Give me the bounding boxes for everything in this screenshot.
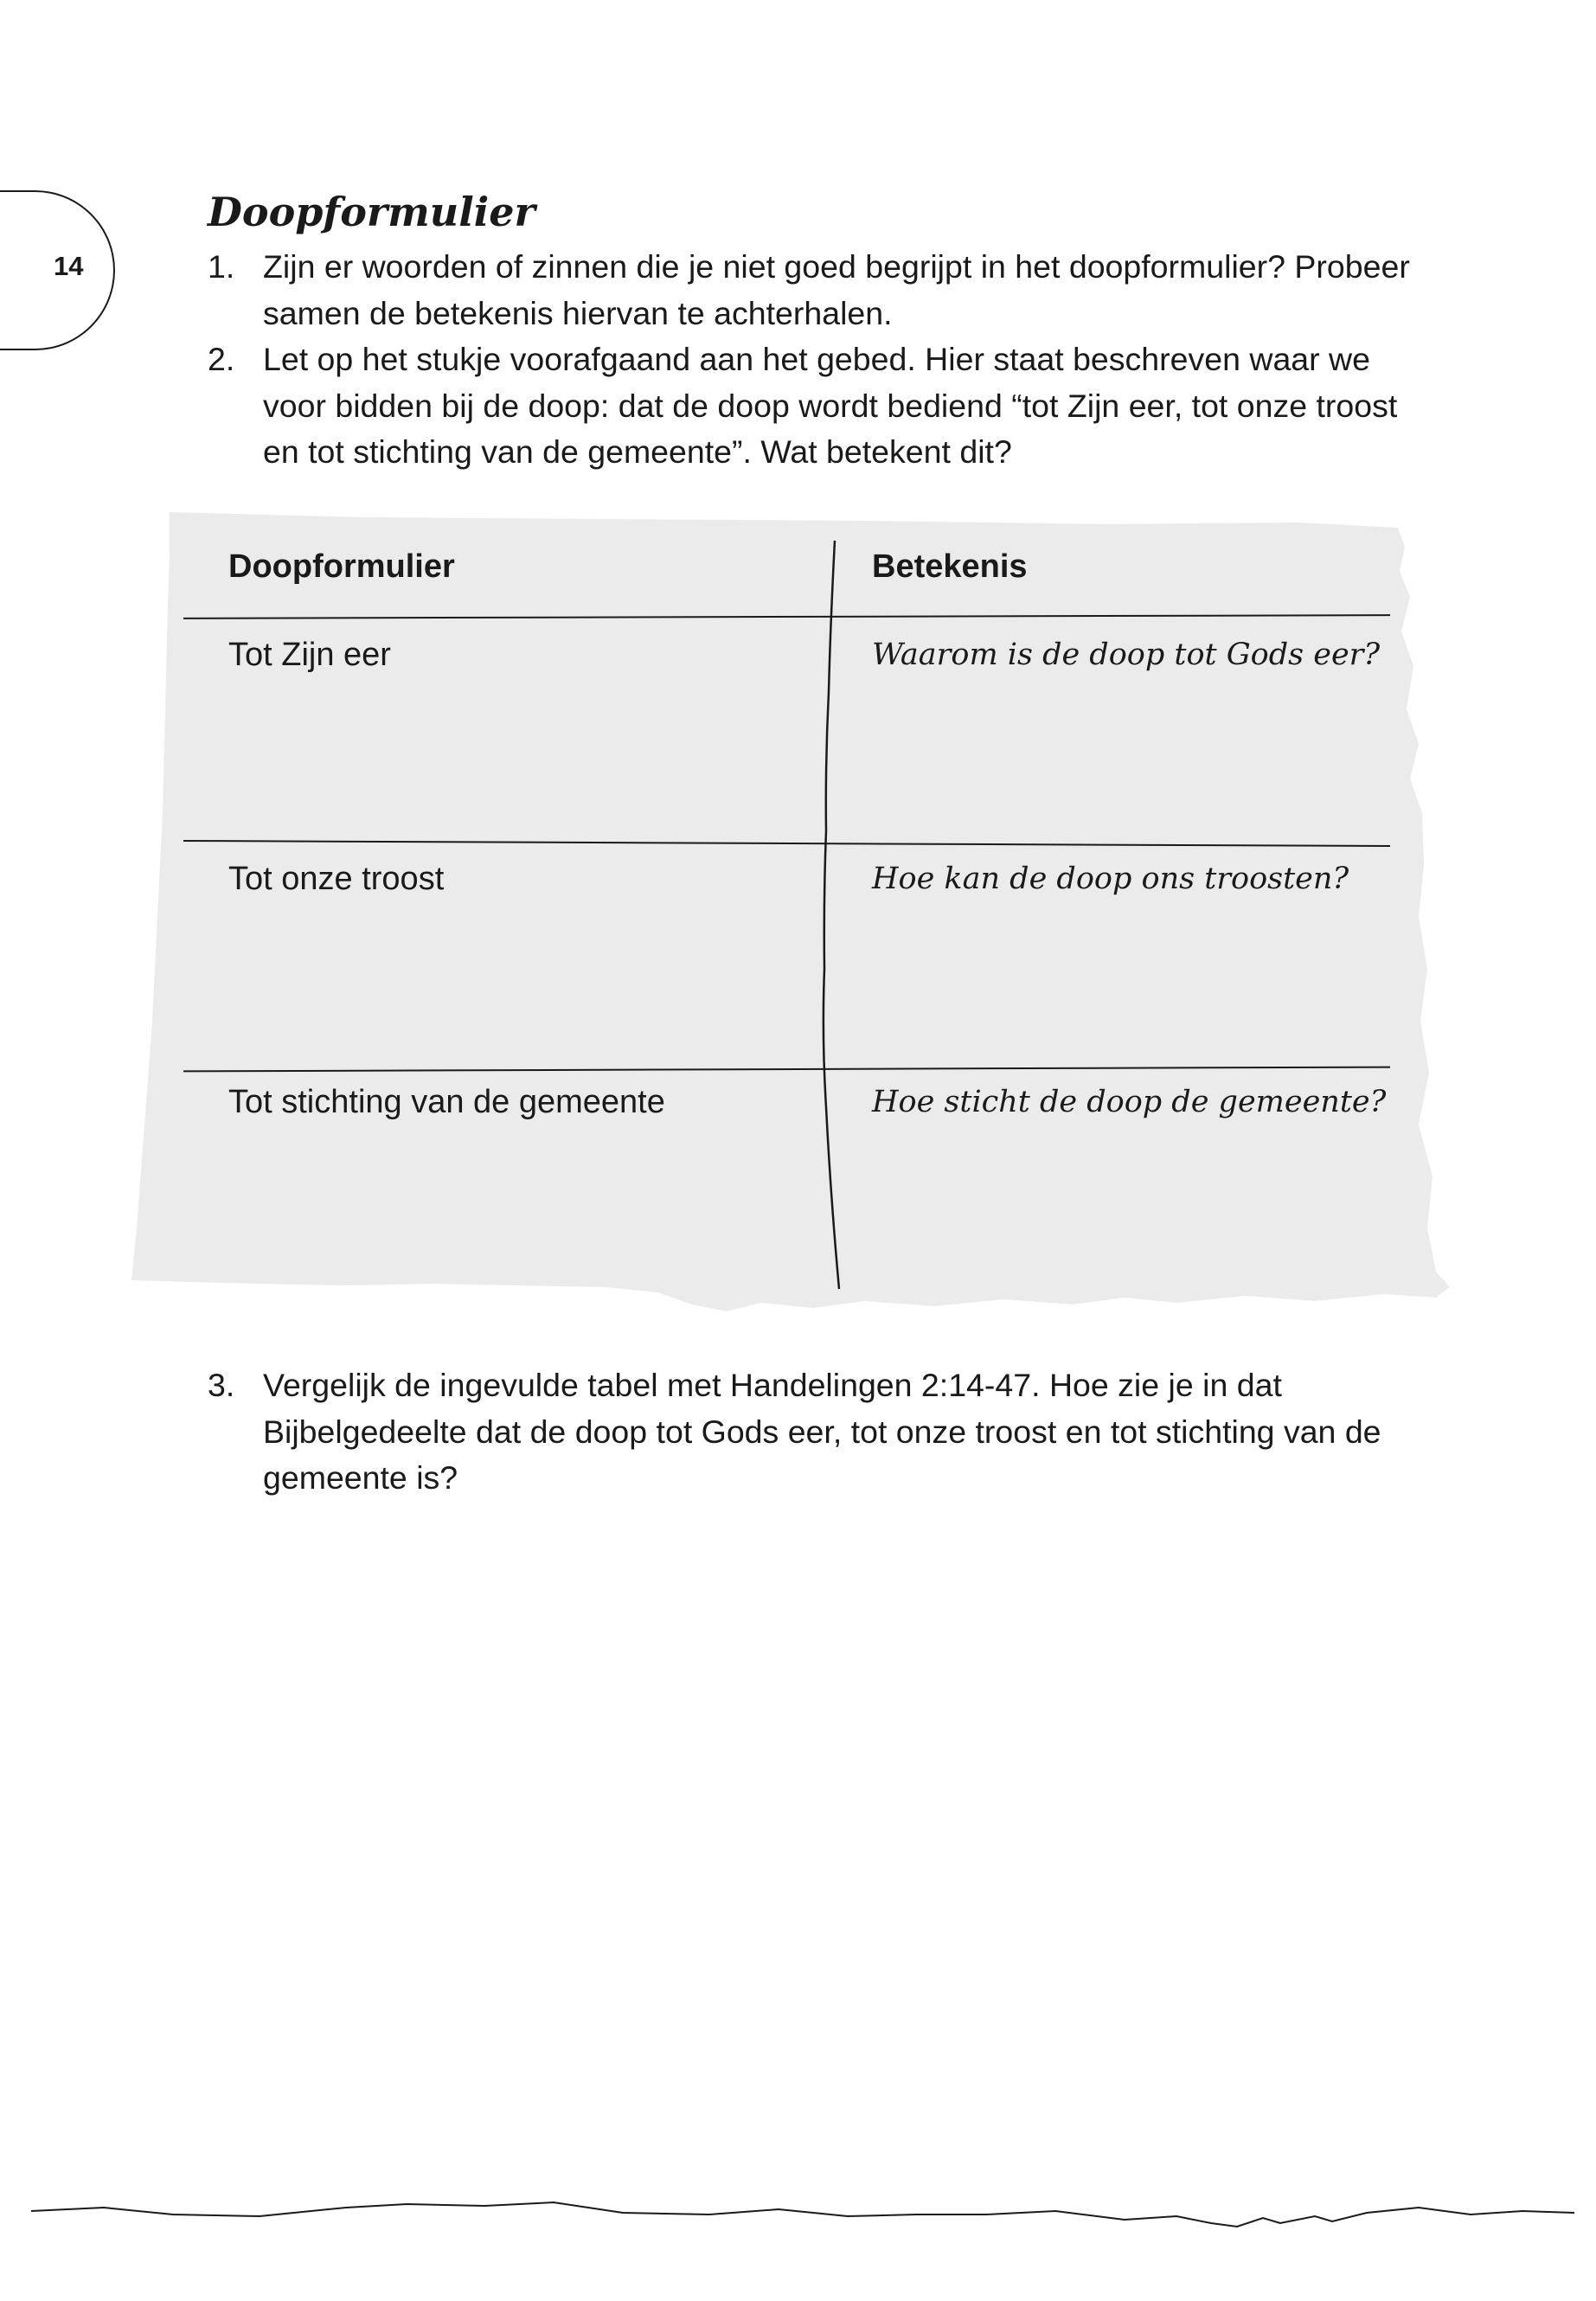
- table-term: Tot onze troost: [228, 861, 445, 897]
- table-hint: Waarom is de doop tot Gods eer?: [872, 638, 1381, 672]
- question-number: 3.: [208, 1367, 235, 1403]
- table-term: Tot Zijn eer: [228, 637, 391, 673]
- question-number: 1.: [208, 248, 235, 285]
- table-hint: Hoe kan de doop ons troosten?: [872, 862, 1349, 896]
- question-text: Vergelijk de ingevulde tabel met Handelingen 2:14-47. Hoe zie je in dat Bijbelgedeelte dat de doop tot Gods eer, tot onze troost en tot stichting van de gemeente is?: [263, 1367, 1381, 1496]
- table-header-betekenis: Betekenis: [872, 548, 1028, 585]
- page-number: 14: [54, 251, 84, 281]
- question-text: Zijn er woorden of zinnen die je niet goed begrijpt in het doopformulier? Probeer samen de betekenis hiervan te achterhalen.: [263, 248, 1410, 331]
- table-hint: Hoe sticht de doop de gemeente?: [872, 1085, 1387, 1119]
- section-title: Doopformulier: [208, 189, 535, 235]
- question-number: 2.: [208, 341, 235, 377]
- table-header-doopformulier: Doopformulier: [228, 548, 455, 585]
- table-term: Tot stichting van de gemeente: [228, 1084, 665, 1120]
- question-text: Let op het stukje voorafgaand aan het gebed. Hier staat beschreven waar we voor bidden bij de doop: dat de doop wordt bediend “tot Zijn eer, tot onze troost en tot stichting van de gemeente”. Wat betekent dit?: [263, 341, 1398, 470]
